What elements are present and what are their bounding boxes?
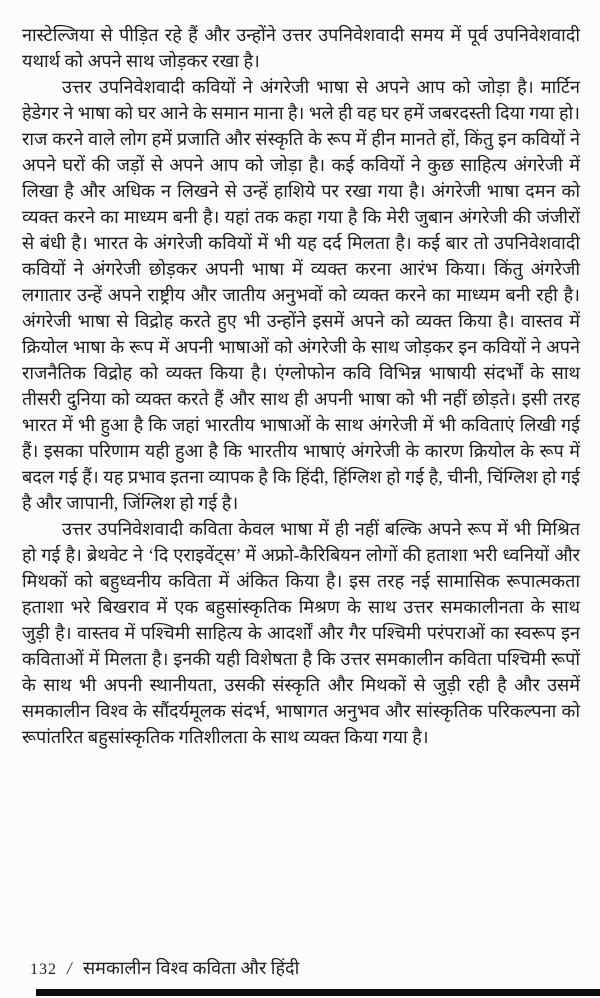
scan-edge-artifact [36,989,600,996]
paragraph-continuation: नास्टेल्जिया से पीड़ित रहे हैं और उन्होंने उत्तर उपनिवेशवादी समय में पूर्व उपनिवेशवादी यथार्थ को अपने साथ जोड़कर रखा है। [22,25,580,71]
page-footer [30,956,299,980]
page-number: 132 [30,961,57,978]
book-title: समकालीन विश्व कविता और हिंदी [83,958,300,978]
paragraph: उत्तर उपनिवेशवादी कवियों ने अंगरेजी भाषा से अपने आप को जोड़ा है। मार्टिन हेडेगर ने भाषा को घर आने के समान माना है। भले ही वह घर हमें जबरदस्ती दिया गया हो। राज करने वाले लोग हमें प्रजाति और संस्कृति के रूप में हीन मानते हों, किंतु इन कवियों ने अपने घरों की जड़ों से अपने आप को जोड़ा है। कई कवियों ने कुछ साहित्य अंगरेजी में लिखा है और अधिक न लिखने से उन्हें हाशिये पर रखा गया है। अंगरेजी भाषा दमन को व्यक्त करने का माध्यम बनी है। यहां तक कहा गया है कि मेरी जुबान अंगरेजी की जंजीरों से बंधी है। भारत के अंगरेजी कवियों में भी यह दर्द मिलता है। कई बार तो उपनिवेशवादी कवियों ने अंगरेजी छोड़कर अपनी भाषा में व्यक्त करना आरंभ किया। किंतु अंगरेजी लगातार उन्हें अपने राष्ट्रीय और जातीय अनुभवों को व्यक्त करने का माध्यम बनी रही है। अंगरेजी भाषा से विद्रोह करते हुए भी उन्होंने इसमें अपने को व्यक्त किया है। वास्तव में क्रियोल भाषा के रूप में अपनी भाषाओं को अंगरेजी के साथ जोड़कर इन कवियों ने अपने राजनैतिक विद्रोह को व्यक्त किया है। एंग्लोफोन कवि विभिन्न भाषायी संदर्भों के साथ तीसरी दुनिया को व्यक्त करते हैं और साथ ही अपनी भाषा को भी नहीं छोड़ते। इसी तरह भारत में भी हुआ है कि जहां भारतीय भाषाओं के साथ अंगरेजी में भी कविताएं लिखी गई हैं। इसका परिणाम यही हुआ है कि भारतीय भाषाएं अंगरेजी के कारण क्रियोल के रूप में बदल गई हैं। यह प्रभाव इतना व्यापक है कि हिंदी, हिंग्लिश हो गई है, चीनी, चिंग्लिश हो गई है और जापानी, जिंग्लिश हो गई है। [22,77,580,513]
paragraph: उत्तर उपनिवेशवादी कविता केवल भाषा में ही नहीं बल्कि अपने रूप में भी मिश्रित हो गई है। ब्रेथवेट ने ‘दि एराइवेंट्स’ में अफ्रो-कैरिबियन लोगों की हताशा भरी ध्वनियों और मिथकों को बहुध्वनीय कविता में अंकित किया है। इस तरह नई सामासिक रूपात्मकता हताशा भरे बिखराव में एक बहुसांस्कृतिक मिश्रण के साथ उत्तर समकालीनता के साथ जुड़ी है। वास्तव में पश्चिमी साहित्य के आदर्शों और गैर पश्चिमी परंपराओं का स्वरूप इन कविताओं में मिलता है। इनकी यही विशेषता है कि उत्तर समकालीन कविता पश्चिमी रूपों के साथ भी अपनी स्थानीयता, उसकी संस्कृति और मिथकों से जुड़ी रही है और उसमें समकालीन विश्व के सौंदर्यमूलक संदर्भ, भाषागत अनुभव और सांस्कृतिक परिकल्पना को रूपांतरित बहुसांस्कृतिक गतिशीलता के साथ व्यक्त किया गया है। [22,519,580,747]
body-text [22,22,580,750]
footer-separator: / [65,958,74,978]
